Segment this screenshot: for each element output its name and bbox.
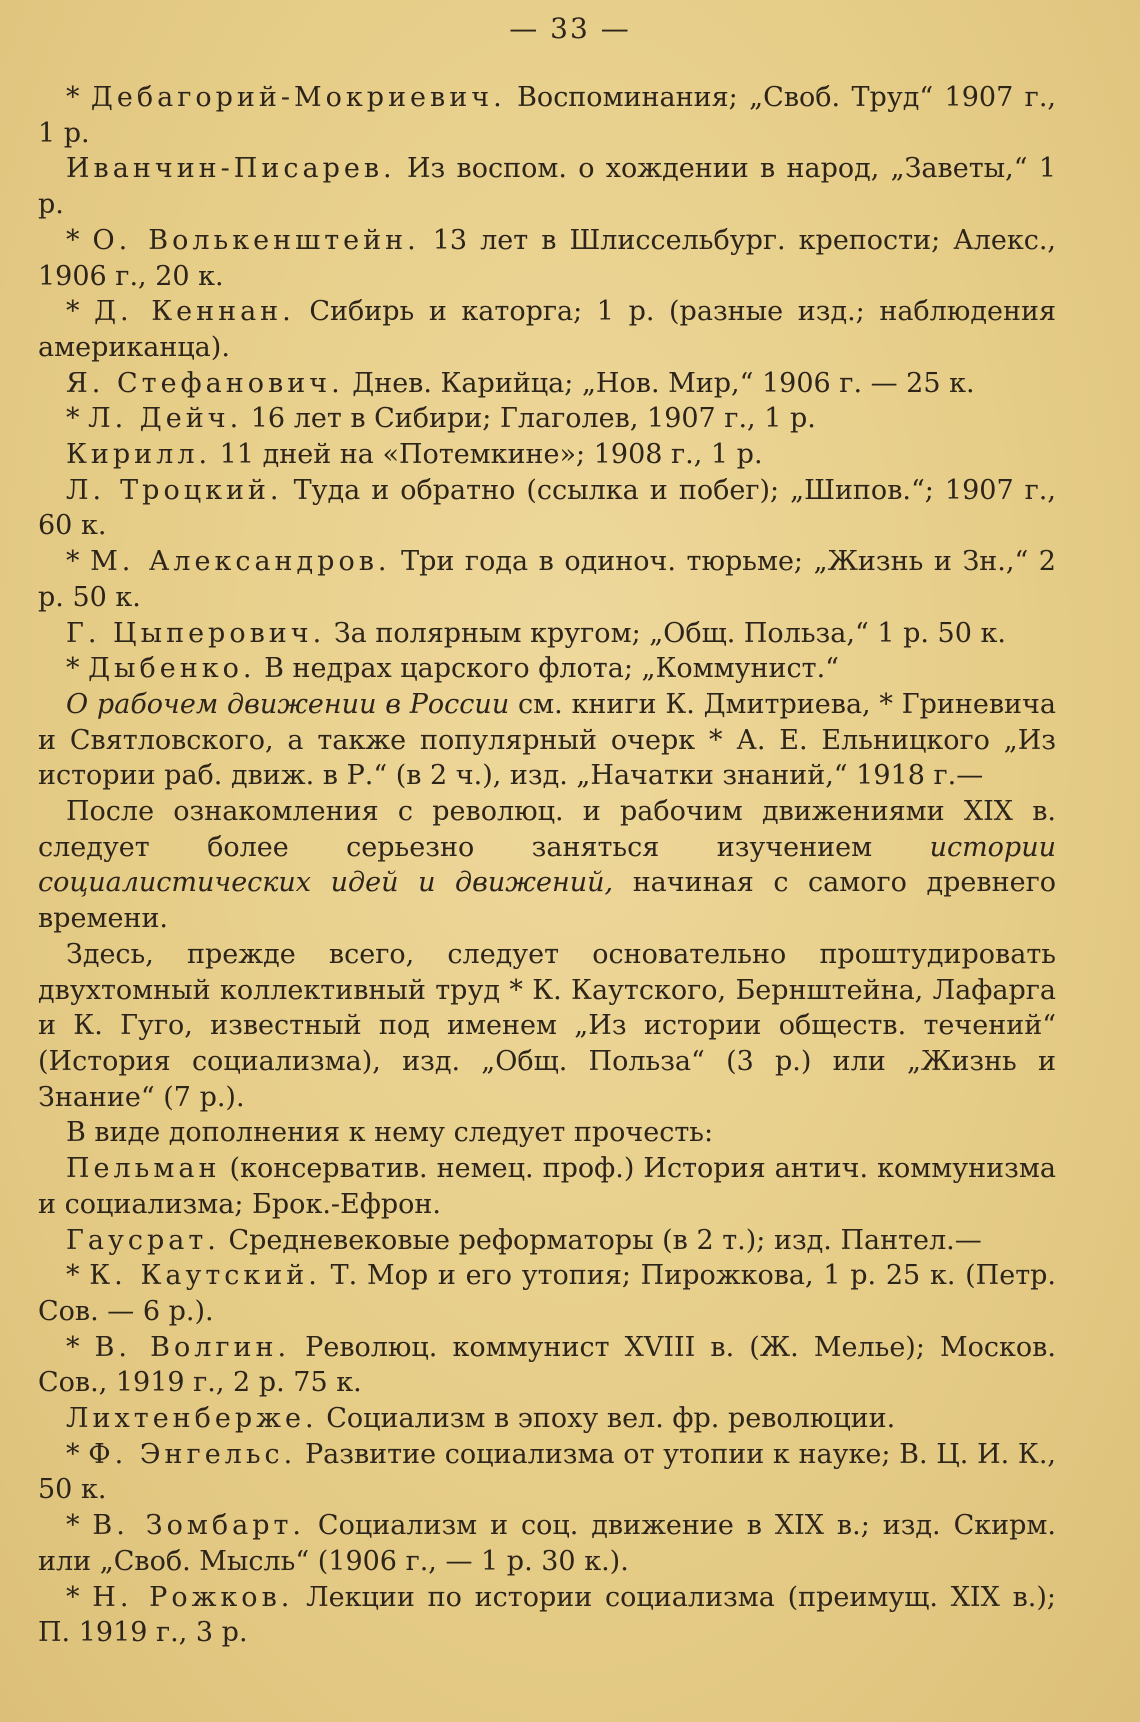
entry-9: [38, 544, 1056, 615]
entry-1: [38, 80, 1056, 151]
entry-text: Сибирь и каторга; 1 р. (разные изд.; наблюдения американца).: [38, 296, 1056, 363]
entry-text: Развитие социализма от утопии к науке; В. Ц. И. К., 50 к.: [38, 1438, 1056, 1506]
entry-14: [38, 1258, 1056, 1329]
entry-text: Т. Мор и его утопия; Пирожкова, 1 р. 25 к. (Петр. Сов. — 6 р.).: [38, 1260, 1056, 1327]
entry-marker: *: [66, 653, 80, 685]
entry-text: Из воспом. о хождении в народ, „Заветы,“ 1 р.: [38, 153, 1056, 221]
entry-author: О. Волькенштейн.: [92, 224, 420, 256]
entry-marker: *: [66, 1331, 80, 1363]
entry-author: К. Каутский.: [89, 1260, 321, 1292]
entry-4: [38, 294, 1056, 365]
entry-text: Революц. коммунист XVIII в. (Ж. Мелье); Москов. Сов., 1919 г., 2 р. 75 к.: [38, 1331, 1056, 1399]
entry-17: [38, 1437, 1056, 1508]
page-number: — 33 —: [509, 12, 631, 45]
entry-author: Д. Кеннан.: [94, 296, 295, 328]
entry-text: За полярным кругом; „Общ. Польза,“ 1 р. 50 к.: [333, 617, 1006, 649]
entry-author: В. Волгин.: [94, 1331, 291, 1363]
entry-12: [38, 1151, 1056, 1222]
entry-text: Днев. Карийца; „Нов. Мир,“ 1906 г. — 25 к.: [352, 367, 975, 399]
entry-15: [38, 1330, 1056, 1401]
entry-19: [38, 1580, 1056, 1651]
paragraph-text: Здесь, прежде всего, следует основательно проштудировать двухтомный коллективный труд * К. Каутского, Бернштейна, Лафарга и К. Гуго, известный под именем „Из истории обществ. течений“ (История социализма), изд. „Общ. Польза“ (3 р.) или „Жизнь и Знание“ (7 р.).: [38, 938, 1056, 1113]
entry-author: Иванчин-Писарев.: [66, 153, 396, 185]
paragraph-kautsky-volume: [38, 937, 1056, 1116]
entry-author: Кирилл.: [66, 439, 212, 471]
entry-2: [38, 151, 1056, 222]
entry-author: Н. Рожков.: [92, 1581, 294, 1613]
entry-text: Лекции по истории социализма (преимущ. XIX в.); П. 1919 г., 3 р.: [38, 1581, 1056, 1649]
entry-13: [38, 1223, 1056, 1259]
entry-author: В. Зомбарт.: [92, 1510, 305, 1542]
entry-marker: *: [66, 82, 80, 113]
entry-marker: *: [66, 224, 80, 256]
entry-8: [38, 473, 1056, 544]
entry-author: Г. Цыперович.: [66, 617, 326, 649]
entry-marker: *: [66, 403, 80, 435]
entry-text: Социализм и соц. движение в XIX в.; изд. Скирм. или „Своб. Мысль“ (1906 г., — 1 р. 30 к.).: [38, 1510, 1056, 1577]
entry-text: Воспоминания; „Своб. Труд“ 1907 г., 1 р.: [38, 82, 1056, 149]
entry-marker: *: [66, 1510, 80, 1542]
topic-labor-movement: [38, 687, 1056, 794]
entry-11: [38, 651, 1056, 687]
entry-text: Три года в одиноч. тюрьме; „Жизнь и Зн.,“ 2 р. 50 к.: [38, 546, 1056, 613]
entry-text: 13 лет в Шлиссельбург. крепости; Алекс., 1906 г., 20 к.: [38, 224, 1056, 292]
entry-author: Лихтенберже.: [66, 1403, 318, 1435]
entry-text: Туда и обратно (ссылка и побег); „Шипов.“; 1907 г., 60 к.: [38, 474, 1056, 542]
entry-text: Социализм в эпоху вел. фр. революции.: [326, 1403, 896, 1435]
entry-author: М. Александров.: [90, 546, 391, 578]
topic-text: см. книги К. Дмитриева, * Гриневича и Святловского, а также популярный очерк * А. Е. Ельницкого „Из истории раб. движ. в Р.“ (в 2 ч.), изд. „Начатки знаний,“ 1918 г.—: [38, 688, 1056, 792]
entry-16: [38, 1401, 1056, 1437]
entry-text: В недрах царского флота; „Коммунист.“: [264, 653, 839, 685]
paragraph-supplement: [38, 1115, 1056, 1151]
topic-heading: О рабочем движении в России: [66, 688, 510, 720]
entry-10: [38, 616, 1056, 652]
entry-author: Пельман: [66, 1153, 221, 1185]
paragraph-text: В виде дополнения к нему следует прочесть:: [66, 1117, 714, 1149]
entry-author: Гаусрат.: [66, 1224, 220, 1256]
entry-marker: *: [66, 546, 80, 578]
paragraph-emphasis: истории социалистических идей и движений,: [38, 831, 1056, 899]
entry-7: [38, 437, 1056, 473]
entry-text: 16 лет в Сибири; Глаголев, 1907 г., 1 р.: [250, 403, 816, 435]
paragraph-text-end: начиная с самого древнего времени.: [38, 867, 1056, 935]
entry-3: [38, 223, 1056, 294]
entry-author: Я. Стефанович.: [66, 367, 344, 399]
entry-author: Ф. Энгельс.: [88, 1438, 297, 1470]
entry-text: (консерватив. немец. проф.) История антич. коммунизма и социализма; Брок.-Ефрон.: [38, 1153, 1056, 1220]
entry-marker: *: [66, 1260, 80, 1292]
entry-author: Л. Дейч.: [88, 403, 243, 435]
bibliography-list: [38, 80, 1056, 1651]
paragraph-socialist-ideas: [38, 794, 1056, 937]
entry-text: Средневековые реформаторы (в 2 т.); изд. Пантел.—: [228, 1224, 982, 1256]
entry-author: Л. Троцкий.: [66, 474, 283, 506]
entry-marker: *: [66, 1438, 80, 1470]
entry-author: Дебагорий-Мокриевич.: [90, 82, 506, 113]
paragraph-text: После ознакомления с революц. и рабочим движениями XIX в. следует более серьезно заняться изучением: [38, 796, 1056, 863]
entry-18: [38, 1508, 1056, 1579]
entry-5: [38, 366, 1056, 402]
entry-author: Дыбенко.: [88, 653, 256, 685]
entry-marker: *: [66, 1581, 80, 1613]
entry-6: [38, 401, 1056, 437]
entry-text: 11 дней на «Потемкине»; 1908 г., 1 р.: [219, 439, 763, 471]
entry-marker: *: [66, 296, 80, 328]
